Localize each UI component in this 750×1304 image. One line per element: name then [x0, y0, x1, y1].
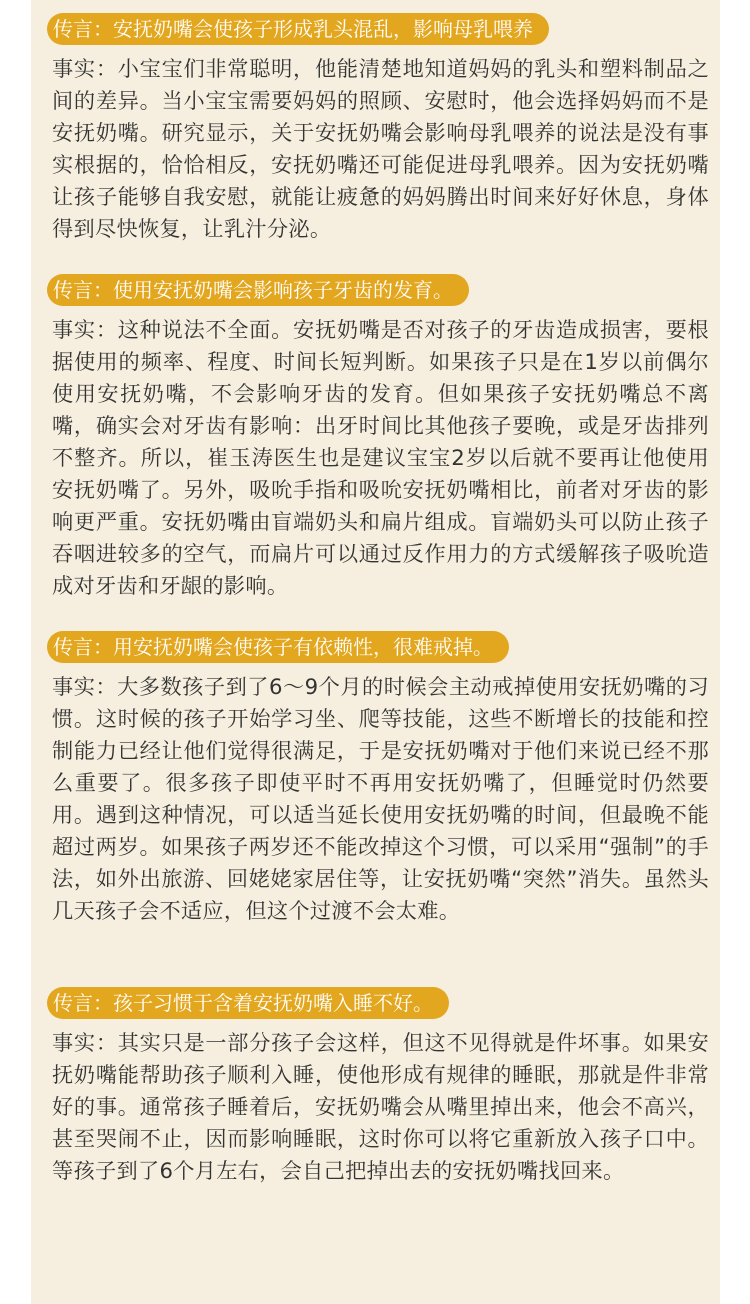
fact-paragraph: 事实：这种说法不全面。安抚奶嘴是否对孩子的牙齿造成损害，要根据使用的频率、程度、时间长短判断。如果孩子只是在1岁以前偶尔使用安抚奶嘴，不会影响牙齿的发育。但如果孩子安抚奶嘴总不离嘴，确实会对牙齿有影响：出牙时间比其他孩子要晚，或是牙齿排列不整齐。所以，崔玉涛医生也是建议宝宝2岁以后就不要再让他使用安抚奶嘴了。另外，吸吮手指和吸吮安抚奶嘴相比，前者对牙齿的影响更严重。安抚奶嘴由盲端奶头和扁片组成。盲端奶头可以防止孩子吞咽进较多的空气，而扁片可以通过反作用力的方式缓解孩子吸吮造成对牙齿和牙龈的影响。 — [52, 317, 709, 598]
myth-section-3 — [47, 631, 709, 927]
fact-paragraph: 事实：大多数孩子到了6～9个月的时候会主动戒掉使用安抚奶嘴的习惯。这时候的孩子开始学习坐、爬等技能，这些不断增长的技能和控制能力已经让他们觉得很满足，于是安抚奶嘴对于他们来说已经不那么重要了。很多孩子即使平时不再用安抚奶嘴了，但睡觉时仍然要用。遇到这种情况，可以适当延长使用安抚奶嘴的时间，但最晚不能超过两岁。如果孩子两岁还不能改掉这个习惯，可以采用“强制”的手法，如外出旅游、回姥姥家居住等，让安抚奶嘴“突然”消失。虽然头几天孩子会不适应，但这个过渡不会太难。 — [52, 674, 709, 923]
rumor-label: 传言：安抚奶嘴会使孩子形成乳头混乱，影响母乳喂养 — [47, 13, 549, 45]
article-page — [31, 0, 720, 1304]
fact-paragraph: 事实：小宝宝们非常聪明，他能清楚地知道妈妈的乳头和塑料制品之间的差异。当小宝宝需要妈妈的照顾、安慰时，他会选择妈妈而不是安抚奶嘴。研究显示，关于安抚奶嘴会影响母乳喂养的说法是没有事实根据的，恰恰相反，安抚奶嘴还可能促进母乳喂养。因为安抚奶嘴让孩子能够自我安慰，就能让疲惫的妈妈腾出时间来好好休息，身体得到尽快恢复，让乳汁分泌。 — [52, 56, 709, 241]
rumor-label: 传言：孩子习惯于含着安抚奶嘴入睡不好。 — [47, 987, 449, 1019]
rumor-label: 传言：使用安抚奶嘴会影响孩子牙齿的发育。 — [47, 274, 469, 306]
rumor-label: 传言：用安抚奶嘴会使孩子有依赖性，很难戒掉。 — [47, 631, 509, 663]
myth-section-1 — [47, 13, 709, 245]
myth-section-2 — [47, 274, 709, 602]
myth-section-4 — [47, 987, 709, 1187]
fact-paragraph: 事实：其实只是一部分孩子会这样，但这不见得就是件坏事。如果安抚奶嘴能帮助孩子顺利入睡，使他形成有规律的睡眠，那就是件非常好的事。通常孩子睡着后，安抚奶嘴会从嘴里掉出来，他会不高兴，甚至哭闹不止，因而影响睡眠，这时你可以将它重新放入孩子口中。等孩子到了6个月左右，会自己把掉出去的安抚奶嘴找回来。 — [52, 1030, 709, 1183]
